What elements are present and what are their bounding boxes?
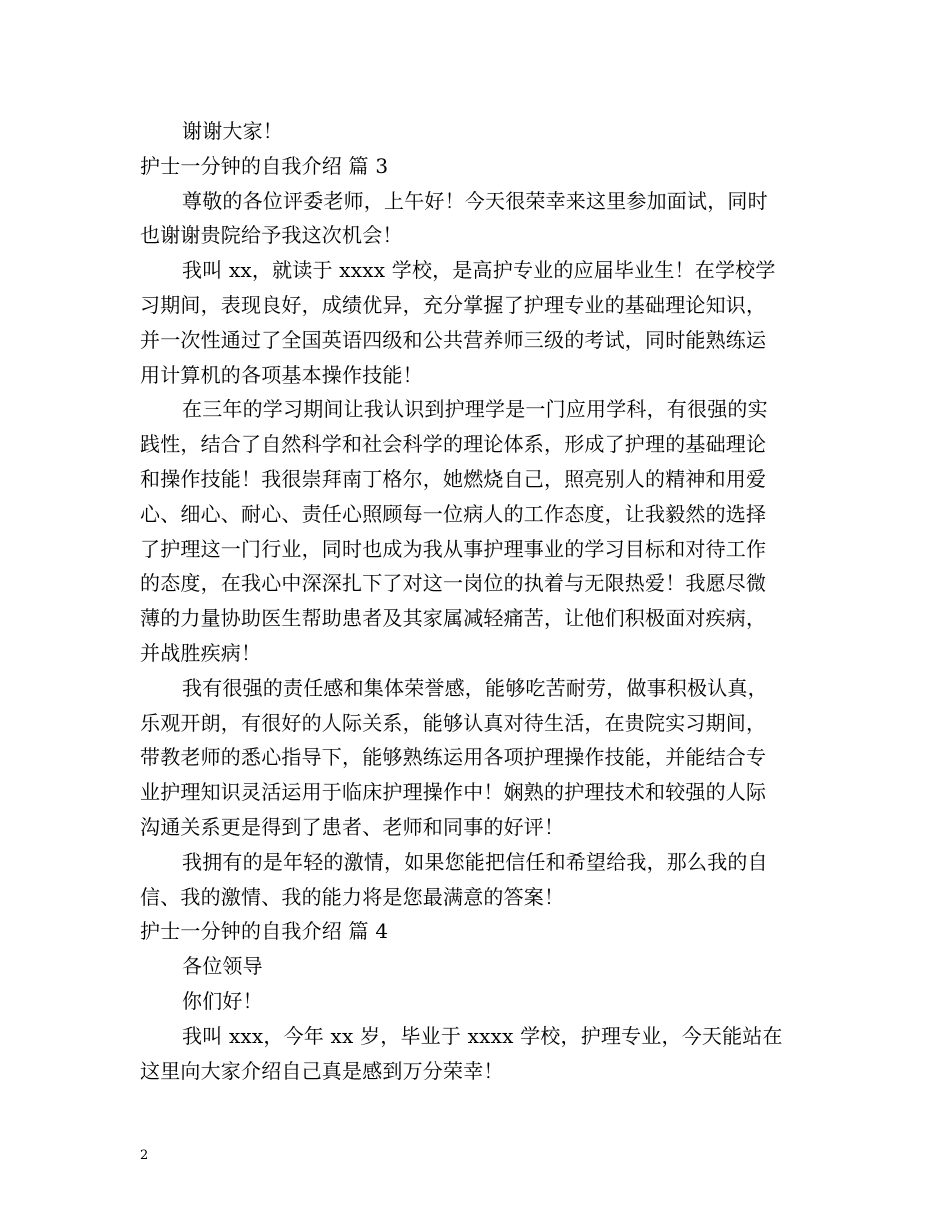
paragraph-line: 沟通关系更是得到了患者、老师和同事的好评！ — [140, 814, 565, 839]
paragraph-line: 我拥有的是年轻的激情，如果您能把信任和希望给我，那么我的自 — [182, 849, 768, 874]
paragraph-line: 也谢谢贵院给予我这次机会！ — [140, 223, 403, 248]
paragraph-line: 我叫 xxx，今年 xx 岁，毕业于 xxxx 学校，护理专业，今天能站在 — [182, 1023, 783, 1048]
paragraph-line: 用计算机的各项基本操作技能！ — [140, 362, 423, 387]
paragraph-line: 和操作技能！我很崇拜南丁格尔，她燃烧自己，照亮别人的精神和用爱 — [140, 466, 767, 491]
document-body — [140, 114, 812, 1088]
paragraph-line: 践性，结合了自然科学和社会科学的理论体系，形成了护理的基础理论 — [140, 432, 767, 457]
paragraph-line: 乐观开朗，有很好的人际关系，能够认真对待生活，在贵院实习期间， — [140, 710, 767, 735]
paragraph-line: 你们好！ — [182, 988, 263, 1013]
page-number: 2 — [140, 1148, 149, 1163]
paragraph-line: 各位领导 — [182, 954, 263, 979]
section-heading: 护士一分钟的自我介绍 篇 4 — [140, 919, 389, 944]
paragraph-line: 谢谢大家！ — [182, 119, 283, 143]
paragraph-line: 我叫 xx，就读于 xxxx 学校，是高护专业的应届毕业生！在学校学 — [182, 258, 776, 283]
paragraph-line: 在三年的学习期间让我认识到护理学是一门应用学科，有很强的实 — [182, 397, 768, 422]
paragraph-line: 这里向大家介绍自己真是感到万分荣幸！ — [140, 1058, 504, 1083]
paragraph-line: 并战胜疾病！ — [140, 640, 262, 665]
section-heading: 护士一分钟的自我介绍 篇 3 — [140, 153, 389, 178]
paragraph-line: 尊敬的各位评委老师，上午好！今天很荣幸来这里参加面试，同时 — [182, 188, 768, 213]
paragraph-line: 的态度，在我心中深深扎下了对这一岗位的执着与无限热爱！我愿尽微 — [140, 571, 767, 596]
paragraph-line: 心、细心、耐心、责任心照顾每一位病人的工作态度，让我毅然的选择 — [140, 501, 767, 526]
paragraph-line: 我有很强的责任感和集体荣誉感，能够吃苦耐劳，做事积极认真， — [182, 675, 768, 700]
paragraph-line: 薄的力量协助医生帮助患者及其家属减轻痛苦，让他们积极面对疾病， — [140, 606, 767, 631]
paragraph-line: 了护理这一门行业，同时也成为我从事护理事业的学习目标和对待工作 — [140, 536, 767, 561]
paragraph-line: 信、我的激情、我的能力将是您最满意的答案！ — [140, 884, 565, 909]
paragraph-line: 习期间，表现良好，成绩优异，充分掌握了护理专业的基础理论知识， — [140, 292, 767, 317]
paragraph-line: 业护理知识灵活运用于临床护理操作中！娴熟的护理技术和较强的人际 — [140, 780, 767, 805]
paragraph-line: 带教老师的悉心指导下，能够熟练运用各项护理操作技能，并能结合专 — [140, 745, 767, 770]
paragraph-line: 并一次性通过了全国英语四级和公共营养师三级的考试，同时能熟练运 — [140, 327, 767, 352]
